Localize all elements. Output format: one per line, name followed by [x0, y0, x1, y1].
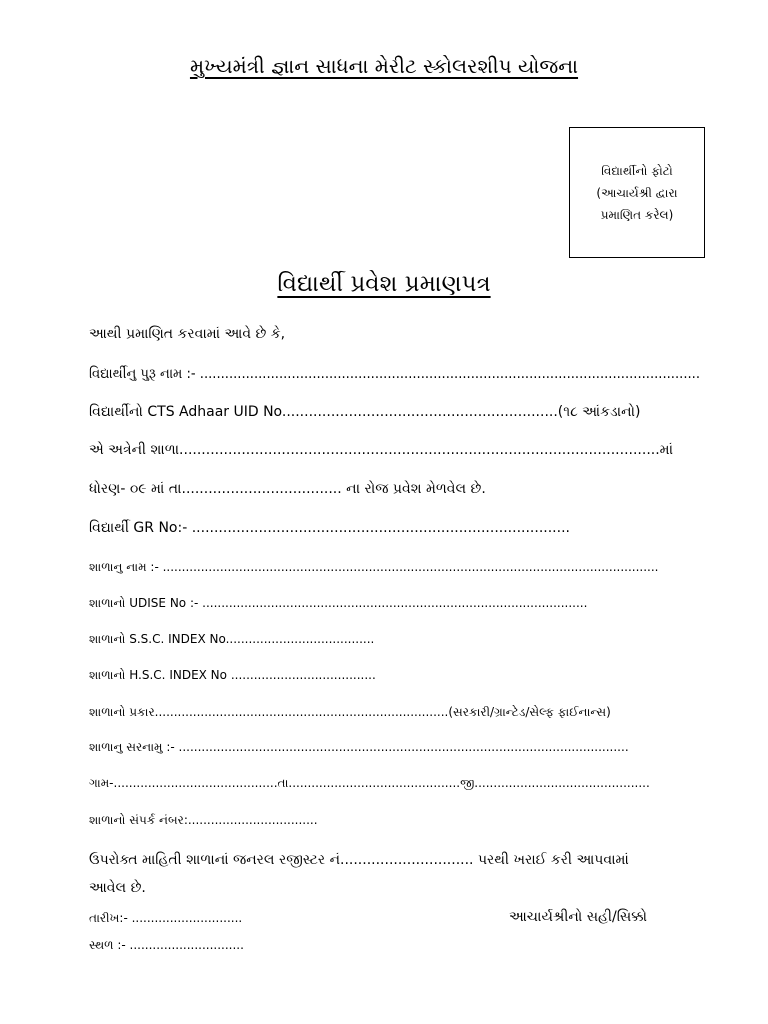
date-field: તારીખ:- .............................: [89, 911, 243, 925]
principal-signature-label: આચાર્યશ્રીનો સહી/સિક્કો: [509, 909, 648, 925]
school-type-field: શાળાનો પ્રકાર.............................................................................(સરકારી/ગ્રાન્ટેડ/સેલ્ફ ફાઈનાન્સ): [89, 705, 611, 719]
school-address-field: શાળાનુ સરનામુ :- ......................................................................................................................: [89, 740, 629, 754]
verification-line2: આવેલ છે.: [89, 880, 146, 896]
intro-statement: આથી પ્રમાણિત કરવામાં આવે છે કે,: [89, 326, 286, 342]
hsc-index-field: શાળાનો H.S.C. INDEX No ......................................: [89, 668, 376, 682]
contact-number-field: શાળાનો સંપર્ક નંબર:..................................: [89, 813, 318, 827]
verification-line1: ઉપરોક્ત માહિતી શાળાનાં જનરલ રજીસ્ટર નં.............................. પરથી ખરાઈ કરી આપવામાં: [89, 852, 629, 868]
photo-box-note-line2: પ્રમાણિત કરેલ): [600, 207, 674, 222]
udise-field: શાળાનો UDISE No :- .....................................................................................................: [89, 596, 588, 610]
verification-statement: [89, 846, 689, 902]
certificate-title: વિદ્યાર્થી પ્રવેશ પ્રમાણપત્ર: [277, 271, 491, 297]
admission-date-field: ધોરણ- ૦૯ માં તા.................................... ના રોજ પ્રવેશ મેળવેલ છે.: [89, 481, 486, 497]
school-name-field: શાળાનુ નામ :- ..................................................................................................................................: [89, 560, 659, 574]
photo-box-note-line1: (આચાર્યશ્રી દ્વારા: [596, 185, 678, 200]
school-field: એ અત્રેની શાળા............................................................................................................માં: [89, 442, 673, 458]
ssc-index-field: શાળાનો S.S.C. INDEX No.......................................: [89, 632, 375, 646]
place-field: સ્થળ :- ..............................: [89, 938, 244, 952]
uid-field: વિદ્યાર્થીનો CTS Adhaar UID No..............................................................(૧૮ આંકડાનો): [89, 404, 641, 420]
gr-number-field: વિદ્યાર્થી GR No:- .....................................................................................: [89, 520, 570, 536]
student-photo-box: [569, 127, 705, 258]
photo-box-label: વિદ્યાર્થીનો ફોટો: [601, 163, 673, 178]
scheme-title: મુખ્યમંત્રી જ્ઞાન સાધના મેરીટ સ્કોલરશીપ યોજના: [189, 54, 579, 78]
village-taluka-district-field: ગામ-...........................................તા.............................................જી..............................................: [89, 776, 650, 790]
student-name-field: વિદ્યાર્થીનુ પુરૂ નામ :- ........................................................................................................................: [89, 366, 700, 382]
